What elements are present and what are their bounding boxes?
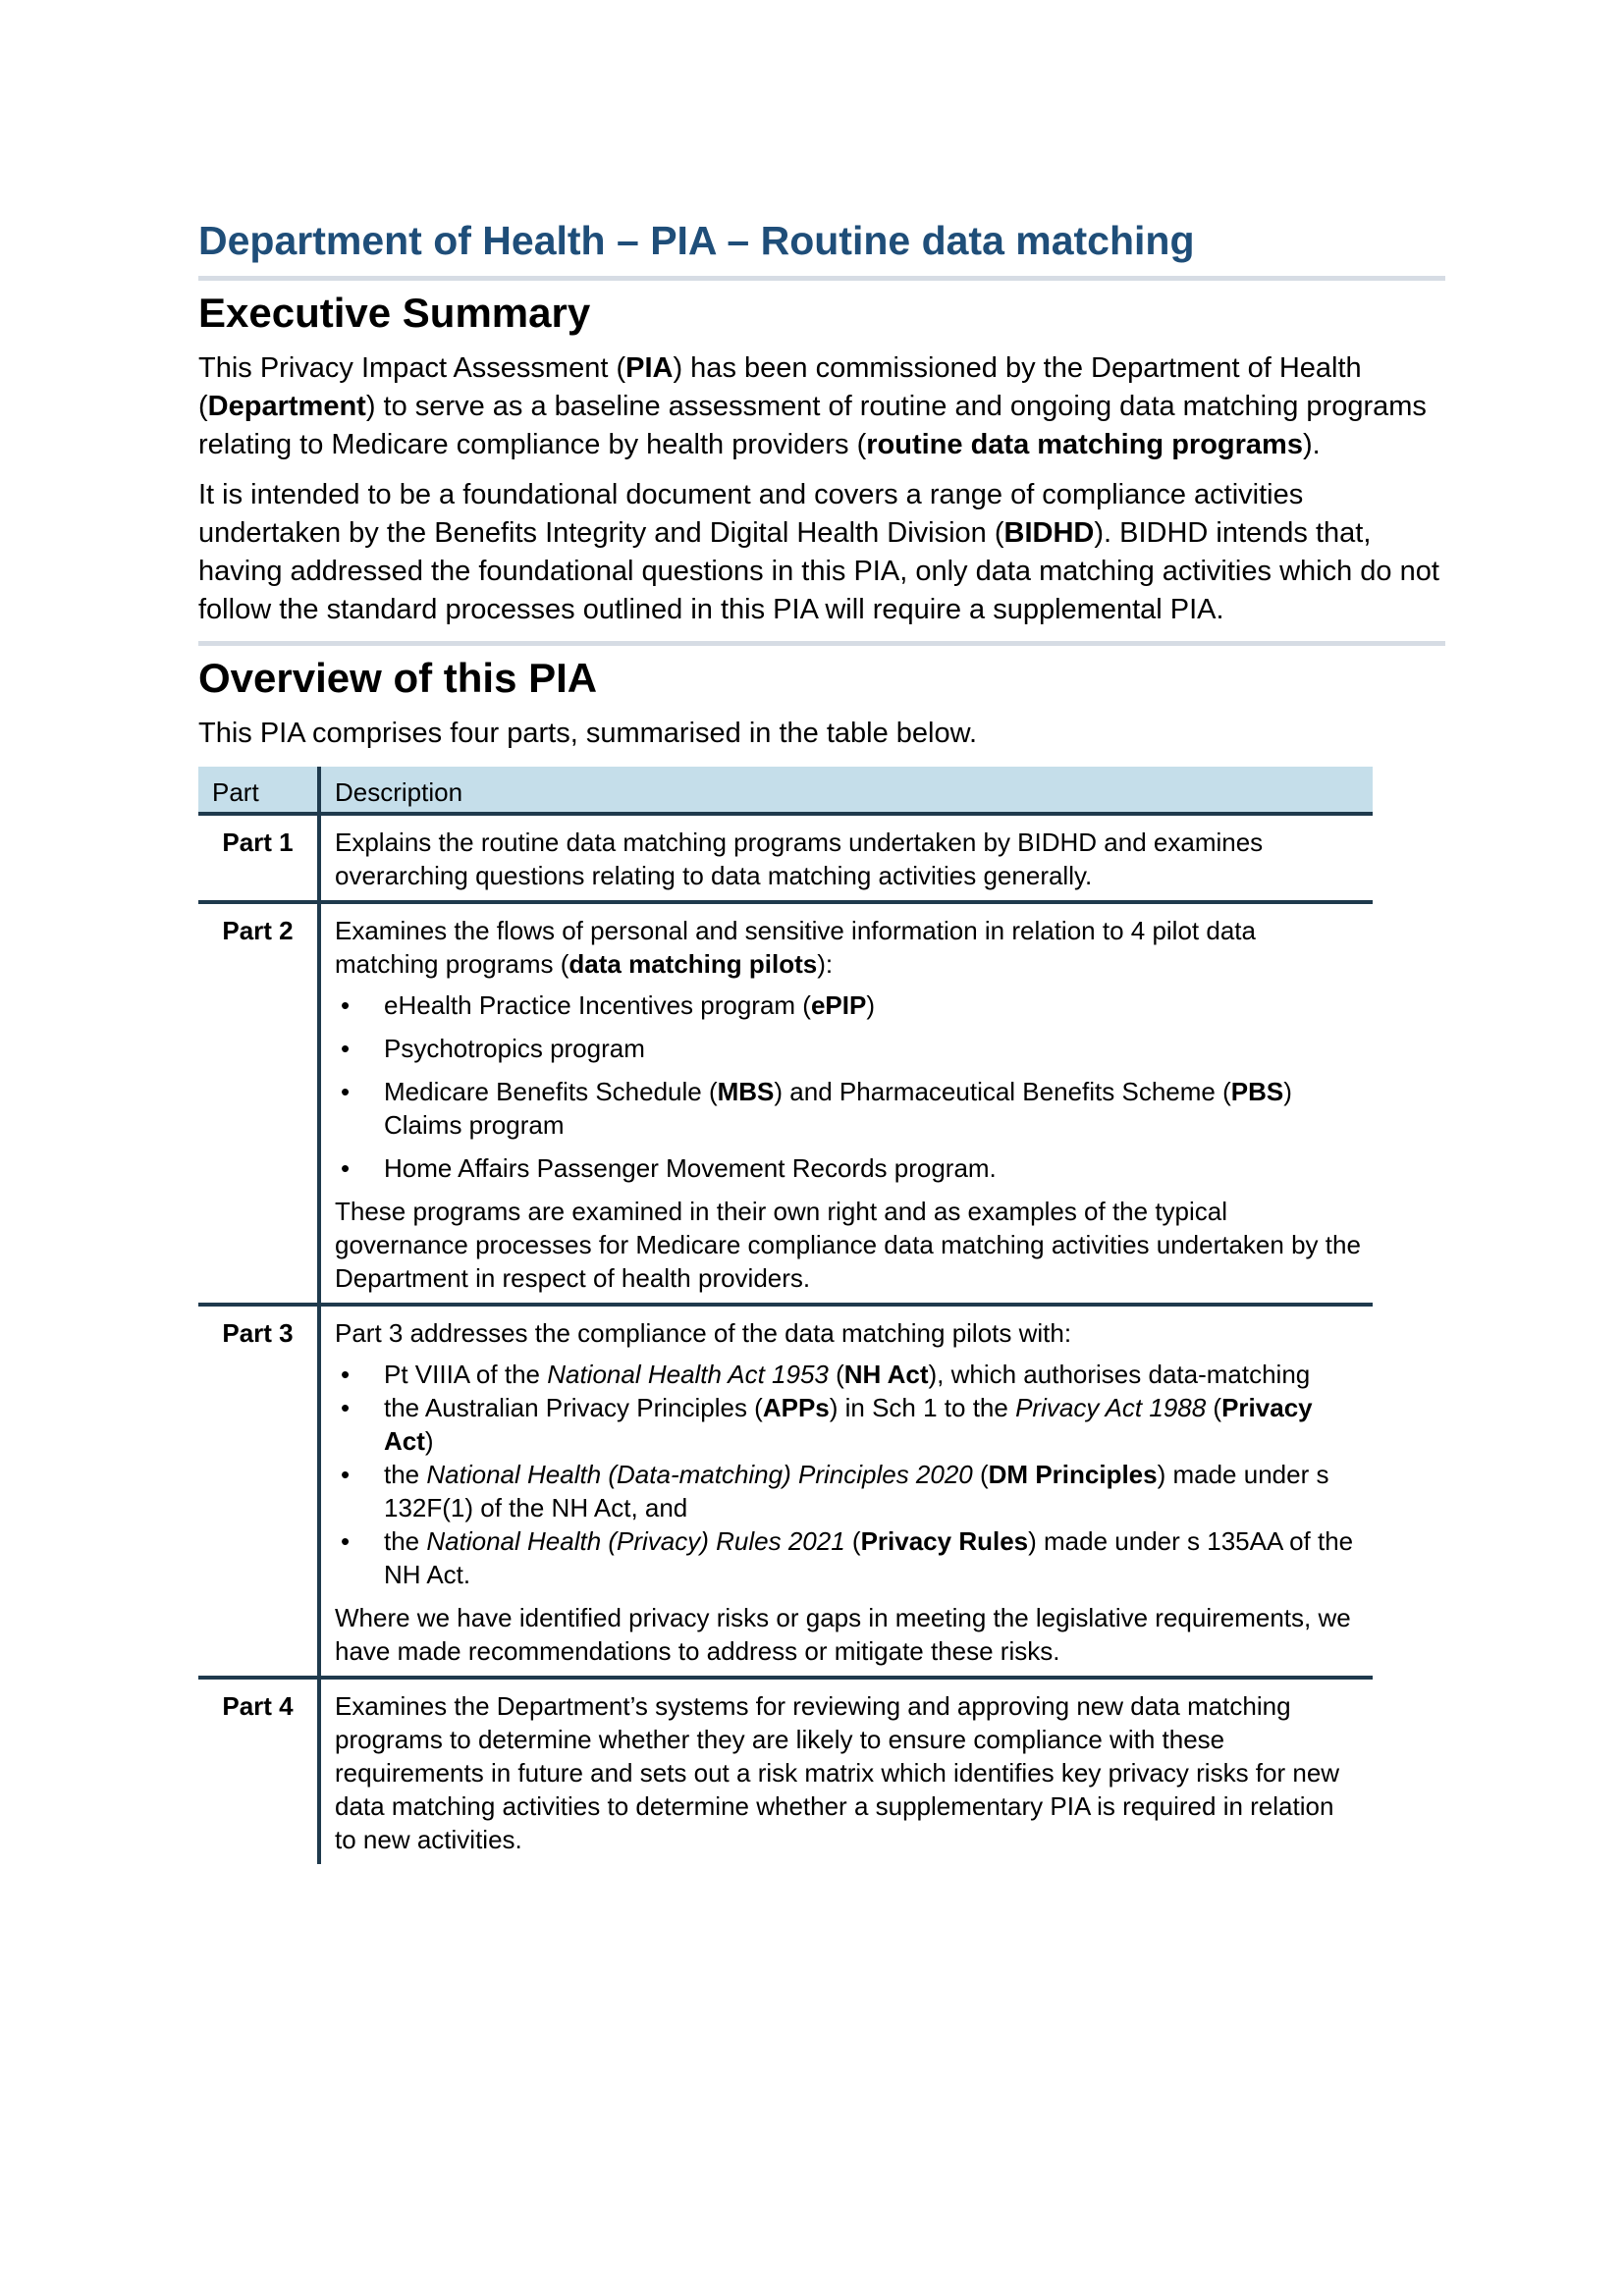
part-2-list [335, 988, 1361, 1185]
table-row-part-1 [198, 814, 1373, 902]
executive-summary-heading: Executive Summary [198, 290, 591, 336]
executive-summary-paragraph-1: This Privacy Impact Assessment (PIA) has been commissioned by the Department of Health (Department) to serve as a baseline assessment of routine and ongoing data matching programs relating to Medicare compliance by health providers (routine data matching programs). [198, 352, 1427, 460]
list-item: • the National Health (Data-matching) Principles 2020 (DM Principles) made under s 132F(1) of the NH Act, and [335, 1458, 1361, 1524]
document-title: Department of Health – PIA – Routine data matching [198, 212, 1445, 281]
table-row-part-4 [198, 1678, 1373, 1864]
part-3-list [335, 1358, 1361, 1591]
header-description: Description [319, 767, 1373, 814]
section-divider [198, 641, 1445, 646]
part-2-label: Part 2 [198, 902, 319, 1305]
table-header-row [198, 767, 1373, 814]
header-part: Part [198, 767, 319, 814]
table-row-part-2 [198, 902, 1373, 1305]
list-item: • Psychotropics program [335, 1032, 1361, 1065]
list-item: • Home Affairs Passenger Movement Records program. [335, 1151, 1361, 1185]
part-2-closing: These programs are examined in their own right and as examples of the typical governance processes for Medicare compliance data matching activities undertaken by the Department in respect of health providers. [335, 1197, 1361, 1293]
overview-intro: This PIA comprises four parts, summarised in the table below. [198, 718, 978, 749]
list-item: • eHealth Practice Incentives program (ePIP) [335, 988, 1361, 1022]
list-item: • Medicare Benefits Schedule (MBS) and Pharmaceutical Benefits Scheme (PBS) Claims program [335, 1075, 1361, 1142]
part-3-label: Part 3 [198, 1305, 319, 1678]
part-1-description: Explains the routine data matching programs undertaken by BIDHD and examines overarching questions relating to data matching activities generally. [319, 814, 1373, 902]
part-1-label: Part 1 [198, 814, 319, 902]
part-3-description [319, 1305, 1373, 1678]
part-3-closing: Where we have identified privacy risks or gaps in meeting the legislative requirements, we have made recommendations to address or mitigate these risks. [335, 1603, 1351, 1666]
table-row-part-3 [198, 1305, 1373, 1678]
list-item: • the Australian Privacy Principles (APPs) in Sch 1 to the Privacy Act 1988 (Privacy Act) [335, 1391, 1361, 1458]
part-2-intro: Examines the flows of personal and sensitive information in relation to 4 pilot data matching programs (data matching pilots): [335, 916, 1256, 979]
executive-summary-paragraph-2: It is intended to be a foundational document and covers a range of compliance activities undertaken by the Benefits Integrity and Digital Health Division (BIDHD). BIDHD intends that, having addressed the foundational questions in this PIA, only data matching activities which do not follow the standard processes outlined in this PIA will require a supplemental PIA. [198, 479, 1439, 625]
page-content [198, 212, 1445, 1864]
part-2-description [319, 902, 1373, 1305]
list-item: • Pt VIIIA of the National Health Act 1953 (NH Act), which authorises data-matching [335, 1358, 1361, 1391]
part-3-intro: Part 3 addresses the compliance of the data matching pilots with: [335, 1318, 1072, 1348]
part-4-description: Examines the Department’s systems for reviewing and approving new data matching programs to determine whether they are likely to ensure compliance with these requirements in future and sets out a risk matrix which identifies key privacy risks for new data matching activities to determine whether a supplementary PIA is required in relation to new activities. [335, 1691, 1340, 1854]
overview-heading: Overview of this PIA [198, 655, 598, 701]
list-item: • the National Health (Privacy) Rules 2021 (Privacy Rules) made under s 135AA of the NH Act. [335, 1524, 1361, 1591]
part-4-label: Part 4 [198, 1678, 319, 1864]
parts-table [198, 767, 1373, 1864]
